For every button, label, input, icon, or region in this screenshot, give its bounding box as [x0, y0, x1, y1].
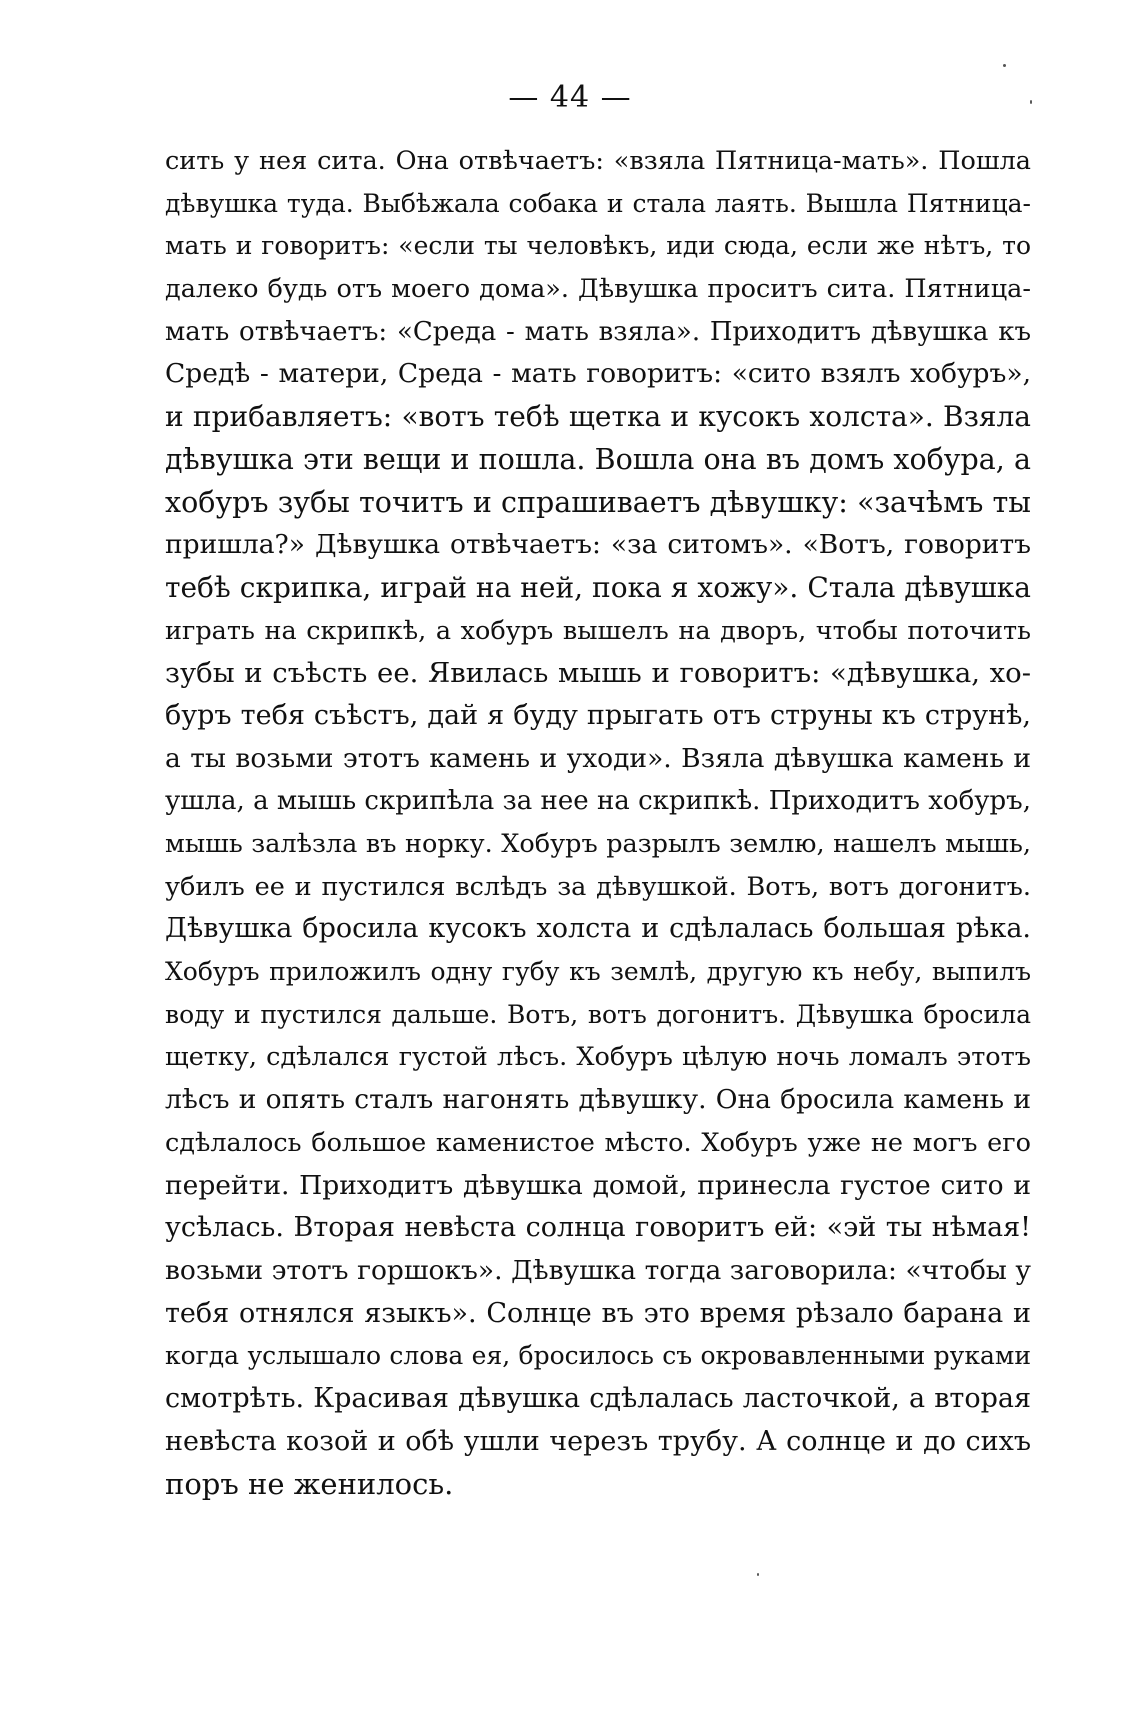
text-line: возьми этотъ горшокъ». Дѣвушка тогда заговорила: «чтобы у: [165, 1254, 1031, 1286]
text-line: играть на скрипкѣ, а хобуръ вышелъ на дворъ, чтобы поточить: [165, 615, 1031, 646]
text-line: и прибавляетъ: «вотъ тебѣ щетка и кусокъ холста». Взяла: [165, 400, 1031, 434]
text-line: поръ не женилось.: [165, 1467, 454, 1502]
text-line: тебя отнялся языкъ». Солнце въ это время рѣзало барана и: [165, 1297, 1031, 1329]
text-line: щетку, сдѣлался густой лѣсъ. Хобуръ цѣлую ночь ломалъ этотъ: [165, 1042, 1031, 1073]
scan-speck: [1003, 64, 1006, 67]
scan-speck: [757, 1573, 759, 1576]
text-line: дѣвушка туда. Выбѣжала собака и стала лаять. Вышла Пятница-: [165, 188, 1031, 218]
text-line: хобуръ зубы точитъ и спрашиваетъ дѣвушку: «зачѣмъ ты: [165, 485, 1031, 519]
text-line: перейти. Приходитъ дѣвушка домой, принесла густое сито и: [165, 1169, 1031, 1201]
text-line: мать и говоритъ: «если ты человѣкъ, иди сюда, если же нѣтъ, то: [165, 231, 1031, 261]
text-line: мышь залѣзла въ норку. Хобуръ разрылъ землю, нашелъ мышь,: [165, 829, 1031, 859]
page-number: — 44 —: [508, 80, 632, 115]
text-line: Дѣвушка бросила кусокъ холста и сдѣлалась большая рѣка.: [165, 913, 1031, 945]
text-line: воду и пустился дальше. Вотъ, вотъ догонитъ. Дѣвушка бросила: [165, 999, 1031, 1029]
text-line: буръ тебя съѣстъ, дай я буду прыгать отъ струны къ струнѣ,: [165, 699, 1031, 731]
text-line: невѣста козой и обѣ ушли черезъ трубу. А солнце и до сихъ: [165, 1425, 1031, 1457]
text-line: усѣлась. Вторая невѣста солнца говоритъ ей: «эй ты нѣмая!: [165, 1212, 1031, 1244]
text-line: сить у нея сита. Она отвѣчаетъ: «взяла Пятница-мать». Пошла: [165, 146, 1031, 176]
text-line: мать отвѣчаетъ: «Среда - мать взяла». Приходитъ дѣвушка къ: [165, 316, 1031, 347]
text-line: дѣвушка эти вещи и пошла. Вошла она въ домъ хобура, а: [165, 442, 1031, 476]
text-line: сдѣлалось большое каменистое мѣсто. Хобуръ уже не могъ его: [165, 1127, 1031, 1158]
text-line: смотрѣть. Красивая дѣвушка сдѣлалась ласточкой, а вторая: [165, 1382, 1031, 1414]
text-line: убилъ ее и пустился вслѣдъ за дѣвушкой. Вотъ, вотъ догонитъ.: [165, 871, 1031, 902]
text-line: а ты возьми этотъ камень и уходи». Взяла дѣвушка камень и: [165, 742, 1031, 774]
text-line: пришла?» Дѣвушка отвѣчаетъ: «за ситомъ». «Вотъ, говоритъ: [165, 529, 1031, 561]
text-line: тебѣ скрипка, играй на ней, пока я хожу». Стала дѣвушка: [165, 570, 1031, 604]
text-line: ушла, а мышь скрипѣла за нее на скрипкѣ. Приходитъ хобуръ,: [165, 786, 1031, 817]
scan-speck: [1030, 100, 1032, 104]
text-line: Хобуръ приложилъ одну губу къ землѣ, другую къ небу, выпилъ: [165, 957, 1031, 987]
body-text: [165, 140, 1031, 1506]
text-line: когда услышало слова ея, бросилось съ окровавленными руками: [165, 1341, 1031, 1371]
text-line: зубы и съѣсть ее. Явилась мышь и говоритъ: «дѣвушка, хо-: [165, 657, 1031, 690]
text-line: далеко будь отъ моего дома». Дѣвушка проситъ сита. Пятница-: [165, 274, 1031, 305]
text-line: лѣсъ и опять сталъ нагонять дѣвушку. Она бросила камень и: [165, 1084, 1031, 1116]
text-line: Средѣ - матери, Среда - мать говоритъ: «сито взялъ хобуръ»,: [165, 358, 1031, 390]
